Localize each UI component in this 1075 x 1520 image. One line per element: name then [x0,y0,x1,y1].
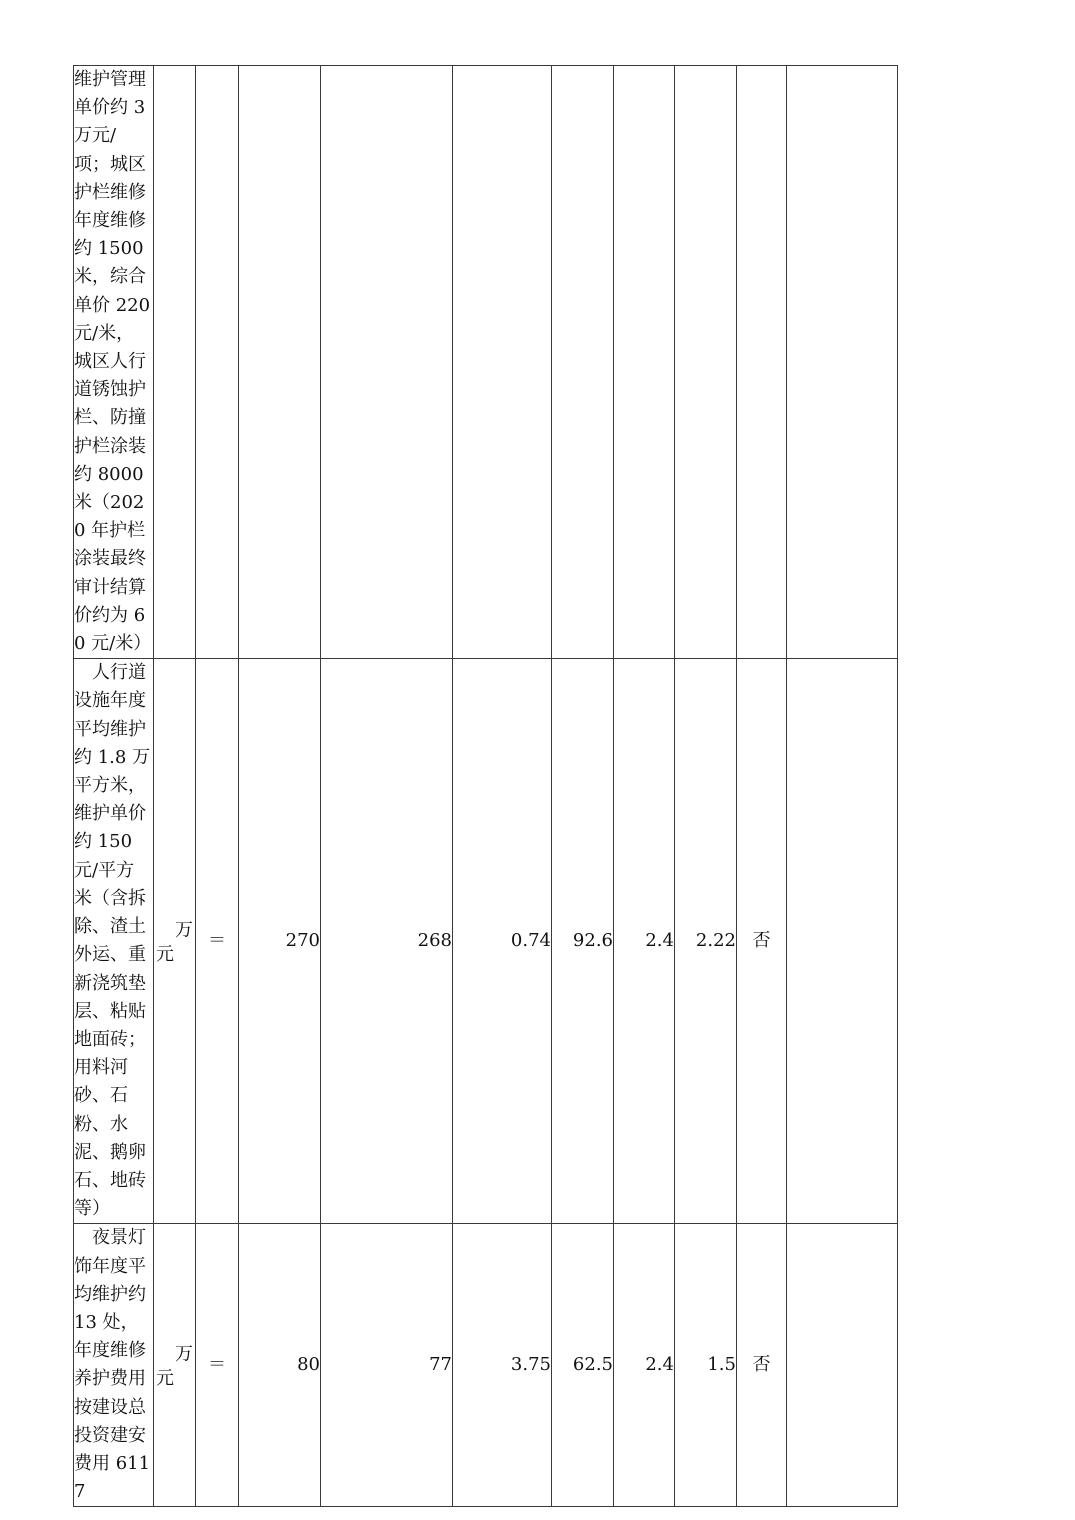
flag-cell: 否 [737,659,787,1224]
flag-cell [737,66,787,659]
value-cell: 92.6 [552,659,614,1224]
description-cell: 人行道设施年度平均维护约 1.8 万平方米，维护单价约 150 元/平方米（含拆除、渣土外运、重新浇筑垫层、粘贴地面砖；用料河砂、石粉、水泥、鹅卵石、地砖等） [74,659,154,1224]
unit-cell: 万 元 [154,659,196,1224]
operator-cell: ＝ [196,659,239,1224]
table-row [74,1224,898,1507]
value-cell: 2.22 [675,659,737,1224]
value-cell [552,66,614,659]
value-cell: 3.75 [453,1224,552,1507]
value-cell: 77 [321,1224,453,1507]
description-cell: 维护管理单价约 3 万元/项；城区护栏维修年度维修约 1500 米，综合单价 220 元/米，城区人行道锈蚀护栏、防撞护栏涂装约 8000 米（2020 年护栏涂装最终审计结算价约为 60 元/米） [74,66,154,659]
value-cell: 2.4 [614,659,675,1224]
value-cell: 62.5 [552,1224,614,1507]
value-cell [614,66,675,659]
value-cell [675,66,737,659]
value-cell [239,66,321,659]
value-cell: 268 [321,659,453,1224]
value-cell: 2.4 [614,1224,675,1507]
note-cell [787,1224,898,1507]
unit-cell: 万 元 [154,1224,196,1507]
value-cell: 270 [239,659,321,1224]
note-cell [787,66,898,659]
value-cell [321,66,453,659]
value-cell [453,66,552,659]
unit-cell [154,66,196,659]
description-cell: 夜景灯饰年度平均维护约 13 处，年度维修养护费用按建设总投资建安费用 6117 [74,1224,154,1507]
value-cell: 0.74 [453,659,552,1224]
data-table [73,65,898,1507]
note-cell [787,659,898,1224]
value-cell: 80 [239,1224,321,1507]
operator-cell: ＝ [196,1224,239,1507]
table-row [74,659,898,1224]
table-row [74,66,898,659]
flag-cell: 否 [737,1224,787,1507]
value-cell: 1.5 [675,1224,737,1507]
operator-cell [196,66,239,659]
